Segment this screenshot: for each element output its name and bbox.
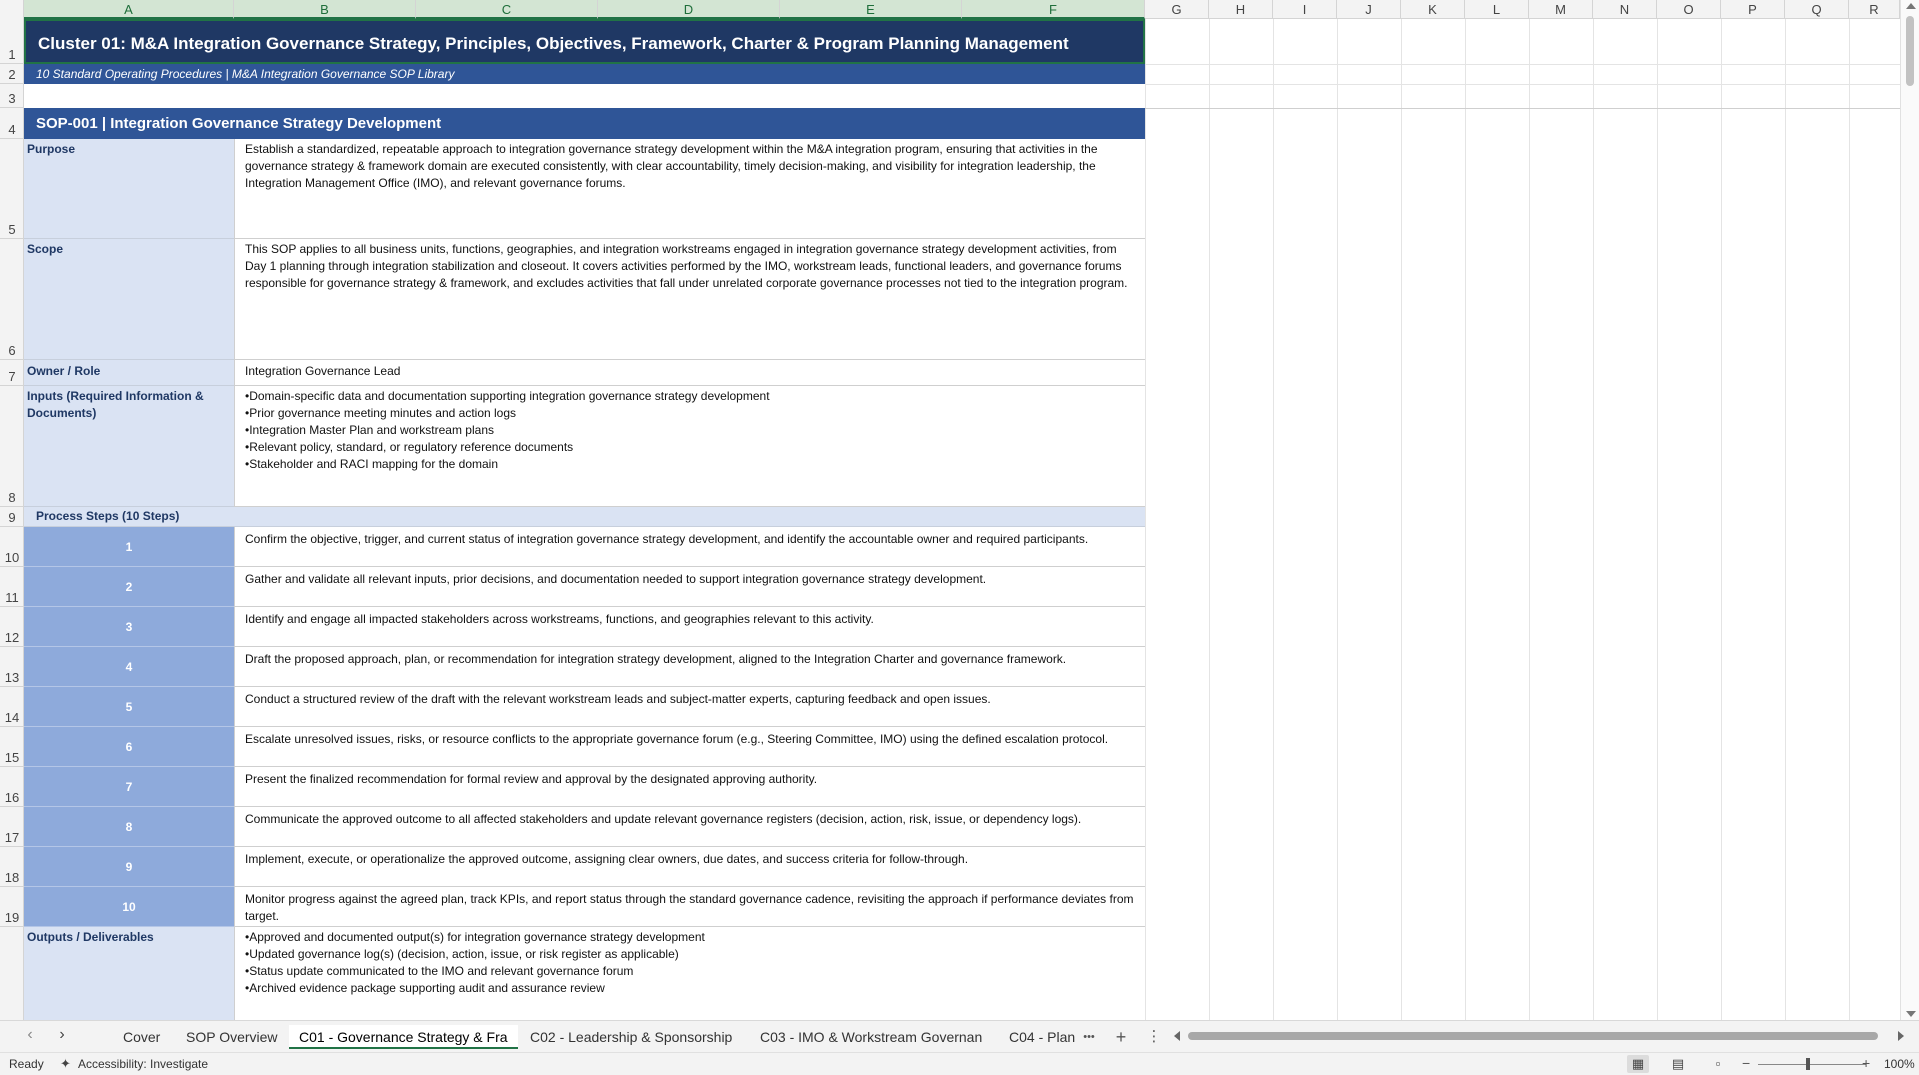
column-header-m[interactable]: M [1529,0,1593,19]
column-header-k[interactable]: K [1401,0,1465,19]
row-header[interactable]: 10 [0,527,24,567]
step-text[interactable]: Communicate the approved outcome to all affected stakeholders and update relevant governance registers (decision, action, risk, issue, or dependency logs). [234,807,1145,847]
step-number[interactable]: 3 [24,607,234,647]
step-number[interactable]: 6 [24,727,234,767]
column-header-n[interactable]: N [1593,0,1657,19]
accessibility-status[interactable]: Accessibility: Investigate [78,1057,209,1071]
add-sheet-icon[interactable]: + [1115,1027,1127,1047]
scroll-left-icon[interactable] [1174,1031,1180,1041]
inputs-label[interactable]: Inputs (Required Information & Documents) [24,386,234,507]
sheet-tab-c02[interactable]: C02 - Leadership & Sponsorship [530,1029,733,1045]
row-header[interactable]: 9 [0,507,24,527]
page-break-preview-icon[interactable]: ▫ [1715,1056,1721,1071]
purpose-label[interactable]: Purpose [24,139,234,239]
status-bar [0,1052,1919,1075]
page-layout-view-icon[interactable]: ▤ [1671,1056,1685,1071]
step-number[interactable]: 9 [24,847,234,887]
zoom-slider[interactable] [1758,1064,1866,1065]
list-item: • Domain-specific data and documentation supporting integration governance strategy development [245,388,1135,405]
column-header-o[interactable]: O [1657,0,1721,19]
vertical-scrollbar[interactable] [1900,0,1919,1020]
row-header[interactable]: 17 [0,807,24,847]
more-tabs-icon[interactable]: ••• [1083,1031,1095,1043]
step-text[interactable]: Conduct a structured review of the draft with the relevant workstream leads and subject-matter experts, capturing feedback and open issues. [234,687,1145,727]
step-text[interactable]: Gather and validate all relevant inputs, prior decisions, and documentation needed to support integration governance strategy development. [234,567,1145,607]
scroll-up-icon[interactable] [1906,3,1916,9]
column-header-r[interactable]: R [1849,0,1900,19]
process-steps-header[interactable]: Process Steps (10 Steps) [24,507,1145,527]
row-header[interactable]: 8 [0,386,24,507]
column-header-q[interactable]: Q [1785,0,1849,19]
column-header-p[interactable]: P [1721,0,1785,19]
tab-scroll-left-icon[interactable]: ‹ [27,1026,33,1043]
row-header[interactable]: 13 [0,647,24,687]
column-header-b[interactable]: B [234,0,416,19]
column-header-l[interactable]: L [1465,0,1529,19]
step-number[interactable]: 4 [24,647,234,687]
horizontal-scrollbar[interactable] [1174,1030,1904,1042]
owner-label[interactable]: Owner / Role [24,360,234,386]
step-text[interactable]: Confirm the objective, trigger, and current status of integration governance strategy development, and identify the accountable owner and required participants. [234,527,1145,567]
column-header-a[interactable]: A [24,0,234,19]
step-number[interactable]: 10 [24,887,234,927]
row-header[interactable]: 3 [0,84,24,108]
row-header-bar [0,19,24,1020]
list-item: • Archived evidence package supporting audit and assurance review [245,980,1135,997]
scroll-right-icon[interactable] [1898,1031,1904,1041]
sheet-tab-c04[interactable]: C04 - Plan [1009,1029,1076,1045]
column-header-d[interactable]: D [598,0,780,19]
list-item: • Approved and documented output(s) for integration governance strategy development [245,929,1135,946]
column-header-i[interactable]: I [1273,0,1337,19]
cluster-title-cell[interactable]: Cluster 01: M&A Integration Governance Strategy, Principles, Objectives, Framework, Charter & Program Planning Management [24,19,1145,64]
row-header[interactable]: 4 [0,108,24,139]
step-number[interactable]: 2 [24,567,234,607]
row-header[interactable] [0,927,24,1020]
sheet-tab-bar [0,1020,1919,1052]
zoom-in-icon[interactable]: + [1862,1055,1871,1071]
worksheet-grid[interactable] [24,19,1900,1020]
row-header[interactable]: 2 [0,64,24,84]
step-number[interactable]: 5 [24,687,234,727]
step-text[interactable]: Present the finalized recommendation for formal review and approval by the designated approving authority. [234,767,1145,807]
column-header-g[interactable]: G [1145,0,1209,19]
vertical-scroll-thumb[interactable] [1906,16,1914,86]
row-header[interactable]: 19 [0,887,24,927]
row-header[interactable]: 7 [0,360,24,386]
select-all-corner[interactable] [0,0,24,19]
row-header[interactable]: 6 [0,239,24,360]
blank-row[interactable] [24,84,1145,104]
outputs-list [245,929,1135,997]
inputs-value[interactable] [234,386,1145,507]
sheet-tab-c03[interactable]: C03 - IMO & Workstream Governan [760,1029,983,1045]
step-text[interactable]: Escalate unresolved issues, risks, or resource conflicts to the appropriate governance forum (e.g., Steering Committee, IMO) using the defined escalation protocol. [234,727,1145,767]
list-item: • Stakeholder and RACI mapping for the domain [245,456,1135,473]
column-header-f[interactable]: F [962,0,1145,19]
row-header[interactable]: 1 [0,19,24,64]
column-header-j[interactable]: J [1337,0,1401,19]
step-number[interactable]: 7 [24,767,234,807]
normal-view-icon[interactable]: ▦ [1627,1055,1649,1073]
sheet-tab-sop-overview[interactable]: SOP Overview [186,1029,278,1045]
row-header[interactable]: 16 [0,767,24,807]
list-item: • Integration Master Plan and workstream plans [245,422,1135,439]
row-header[interactable]: 12 [0,607,24,647]
purpose-value[interactable]: Establish a standardized, repeatable approach to integration governance strategy development within the M&A integration program, ensuring that activities in the governance strategy & framework domain are executed consistently, with clear accountability, timely decision-making, and visibility for integration leadership, the Integration Management Office (IMO), and relevant governance forums. [234,139,1145,239]
outputs-value[interactable] [234,927,1145,1020]
zoom-slider-thumb[interactable] [1806,1058,1810,1070]
accessibility-icon[interactable]: ✦ [60,1056,71,1071]
tab-scroll-right-icon[interactable]: › [59,1026,65,1043]
scope-value[interactable]: This SOP applies to all business units, functions, geographies, and integration workstreams engaged in integration governance strategy development activities, from Day 1 planning through integration stabilization and closeout. It covers activities performed by the IMO, workstream leads, functional leaders, and governance forums responsible for governance strategy & framework, and excludes activities that fall under unrelated corporate governance processes not tied to the integration program. [234,239,1145,360]
row-header[interactable]: 18 [0,847,24,887]
tab-options-icon[interactable]: ⋮ [1146,1028,1162,1045]
sop-header-cell[interactable]: SOP-001 | Integration Governance Strategy Development [24,108,1145,139]
zoom-level[interactable]: 100% [1884,1057,1915,1071]
row-header[interactable]: 11 [0,567,24,607]
list-item: • Status update communicated to the IMO and relevant governance forum [245,963,1135,980]
sheet-tab-cover[interactable]: Cover [123,1029,161,1045]
list-item: • Updated governance log(s) (decision, action, issue, or risk register as applicable) [245,946,1135,963]
row-header[interactable]: 14 [0,687,24,727]
list-item: • Prior governance meeting minutes and action logs [245,405,1135,422]
step-text[interactable]: Implement, execute, or operationalize the approved outcome, assigning clear owners, due dates, and success criteria for follow-through. [234,847,1145,887]
scope-label[interactable]: Scope [24,239,234,360]
status-ready-text: Ready [9,1057,44,1071]
subtitle-cell[interactable]: 10 Standard Operating Procedures | M&A Integration Governance SOP Library [24,64,1145,84]
step-text[interactable]: Monitor progress against the agreed plan, track KPIs, and report status through the standard governance cadence, revisiting the approach if performance deviates from target. [234,887,1145,927]
column-header-bar [0,0,1900,19]
scroll-down-icon[interactable] [1906,1011,1916,1017]
column-header-c[interactable]: C [416,0,598,19]
row-header[interactable]: 5 [0,139,24,239]
zoom-out-icon[interactable]: − [1742,1055,1751,1071]
step-number[interactable]: 1 [24,527,234,567]
step-text[interactable]: Identify and engage all impacted stakeholders across workstreams, functions, and geographies relevant to this activity. [234,607,1145,647]
outputs-label[interactable]: Outputs / Deliverables [24,927,234,1020]
column-header-h[interactable]: H [1209,0,1273,19]
step-text[interactable]: Draft the proposed approach, plan, or recommendation for integration strategy development, aligned to the Integration Charter and governance framework. [234,647,1145,687]
inputs-list [245,388,1135,473]
list-item: • Relevant policy, standard, or regulatory reference documents [245,439,1135,456]
sheet-tab-c01[interactable]: C01 - Governance Strategy & Fra [289,1025,518,1049]
row-header[interactable]: 15 [0,727,24,767]
owner-value[interactable]: Integration Governance Lead [234,360,1145,386]
column-header-e[interactable]: E [780,0,962,19]
horizontal-scroll-thumb[interactable] [1188,1032,1878,1040]
step-number[interactable]: 8 [24,807,234,847]
